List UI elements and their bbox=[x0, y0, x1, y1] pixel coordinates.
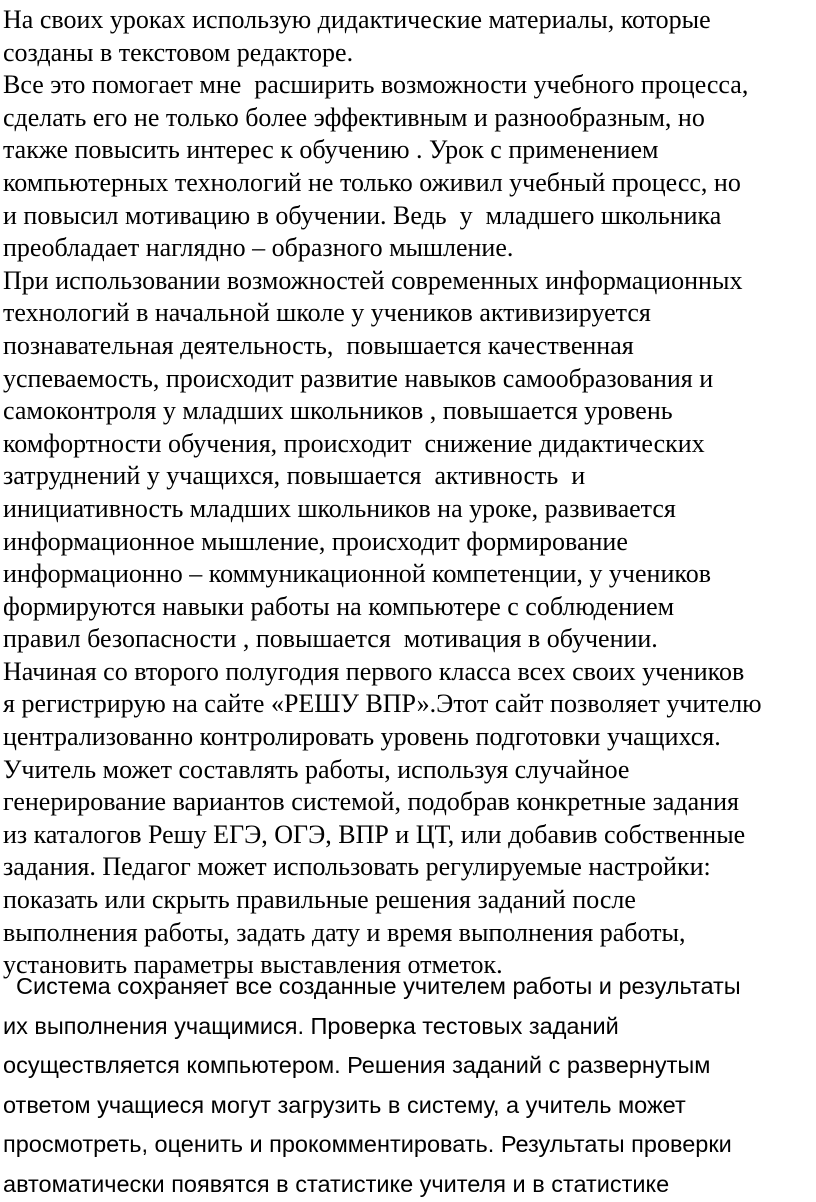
text-line: информационно – коммуникационной компетенции, у учеников bbox=[3, 559, 711, 589]
text-line: я регистрирую на сайте «РЕШУ ВПР».Этот сайт позволяет учителю bbox=[3, 689, 762, 719]
text-line: показать или скрыть правильные решения заданий после bbox=[3, 885, 636, 915]
text-line: созданы в текстовом редакторе. bbox=[3, 37, 354, 67]
text-line: установить параметры выставления отметок. bbox=[3, 950, 503, 980]
text-line: преобладает наглядно – образного мышление. bbox=[3, 233, 514, 263]
text-line: задания. Педагог может использовать регулируемые настройки: bbox=[3, 852, 711, 882]
text-line: Все это помогает мне расширить возможности учебного процесса, bbox=[3, 70, 749, 100]
text-line: правил безопасности , повышается мотивация в обучении. bbox=[3, 624, 658, 654]
text-line: познавательная деятельность, повышается качественная bbox=[3, 330, 634, 360]
text-line: осуществляется компьютером. Решения заданий с развернутым bbox=[3, 1052, 711, 1078]
text-line: самоконтроля у младших школьников , повышается уровень bbox=[3, 396, 673, 426]
text-line: информационное мышление, происходит формирование bbox=[3, 526, 628, 556]
text-line: затруднений у учащихся, повышается активность и bbox=[3, 461, 586, 491]
text-line: инициативность младших школьников на уроке, развивается bbox=[3, 493, 676, 523]
text-line: комфортности обучения, происходит снижение дидактических bbox=[3, 428, 705, 458]
text-line: и повысил мотивацию в обучении. Ведь у младшего школьника bbox=[3, 200, 722, 230]
text-line: ответом учащиеся могут загрузить в систему, а учитель может bbox=[3, 1091, 686, 1118]
text-line: Начиная со второго полугодия первого класса всех своих учеников bbox=[3, 656, 745, 686]
text-line: из каталогов Решу ЕГЭ, ОГЭ, ВПР и ЦТ, или добавив собственные bbox=[3, 819, 746, 849]
text-line: их выполнения учащимися. Проверка тестовых заданий bbox=[3, 1012, 619, 1039]
sans-text-block bbox=[3, 967, 815, 1202]
text-line: также повысить интерес к обучению . Урок с применением bbox=[3, 135, 659, 165]
text-line: автоматически появятся в статистике учителя и в статистике bbox=[3, 1170, 670, 1197]
serif-text-block bbox=[3, 4, 815, 982]
text-line: компьютерных технологий не только оживил учебный процесс, но bbox=[3, 167, 741, 197]
text-line: централизованно контролировать уровень подготовки учащихся. bbox=[3, 722, 721, 752]
text-line: При использовании возможностей современных информационных bbox=[3, 265, 743, 295]
text-line: Система сохраняет все созданные учителем работы и результаты bbox=[3, 973, 741, 999]
text-line: На своих уроках использую дидактические материалы, которые bbox=[3, 5, 711, 34]
text-line: успеваемость, происходит развитие навыков самообразования и bbox=[3, 363, 714, 393]
text-line: Учитель может составлять работы, используя случайное bbox=[3, 754, 630, 784]
text-line: выполнения работы, задать дату и время выполнения работы, bbox=[3, 917, 686, 947]
text-line: просмотреть, оценить и прокомментировать. Результаты проверки bbox=[3, 1131, 732, 1157]
text-line: технологий в начальной школе у учеников активизируется bbox=[3, 298, 651, 328]
text-line: формируются навыки работы на компьютере с соблюдением bbox=[3, 591, 675, 621]
text-line: сделать его не только более эффективным и разнообразным, но bbox=[3, 102, 705, 132]
text-line: генерирование вариантов системой, подобрав конкретные задания bbox=[3, 787, 739, 817]
